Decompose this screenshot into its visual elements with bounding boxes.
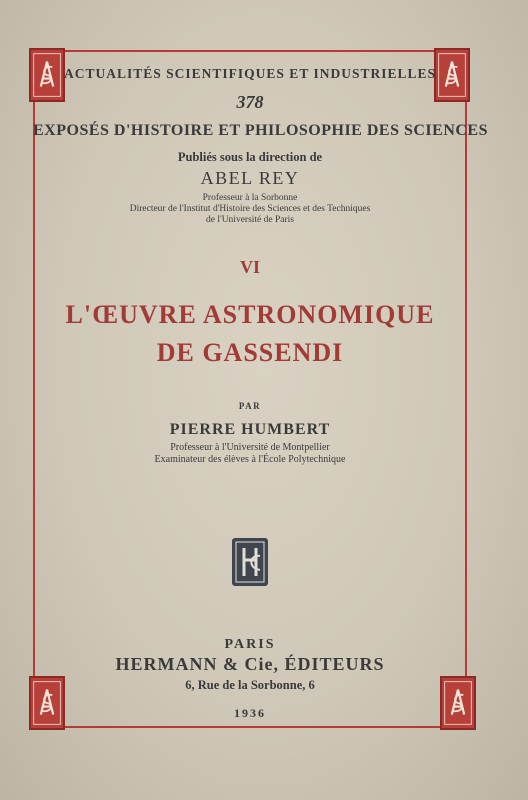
- author-credentials: [33, 442, 467, 466]
- publisher-city: PARIS: [224, 637, 276, 652]
- editor-name: ABEL REY: [200, 168, 300, 188]
- by-label: PAR: [238, 401, 262, 411]
- series-name: ACTUALITÉS SCIENTIFIQUES ET INDUSTRIELLES: [64, 66, 436, 81]
- editor-role-line: Directeur de l'Institut d'Histoire des Sciences et des Techniques: [129, 204, 371, 214]
- author-name: PIERRE HUMBERT: [169, 421, 331, 438]
- title-line: DE GASSENDI: [156, 338, 344, 367]
- editor-role-line: Professeur à la Sorbonne: [202, 193, 298, 203]
- collection-name: EXPOSÉS D'HISTOIRE ET PHILOSOPHIE DES SCIENCES: [33, 122, 488, 139]
- publisher-name: HERMANN & Cie, ÉDITEURS: [115, 654, 385, 674]
- editor-role-line: de l'Université de Paris: [206, 215, 294, 225]
- series-number: 378: [236, 92, 264, 112]
- direction-line: Publiés sous la direction de: [177, 150, 323, 164]
- author-role-line: Examinateur des élèves à l'École Polytechnique: [154, 454, 346, 465]
- author-role-line: Professeur à l'Université de Montpellier: [170, 442, 330, 453]
- publication-year: 1936: [234, 706, 266, 720]
- hermann-monogram-icon: [232, 538, 268, 586]
- volume-number: VI: [239, 257, 260, 277]
- book-title: [33, 296, 467, 372]
- title-line: L'ŒUVRE ASTRONOMIQUE: [65, 300, 435, 329]
- publisher-address: 6, Rue de la Sorbonne, 6: [185, 678, 315, 692]
- editor-credentials: [33, 193, 467, 226]
